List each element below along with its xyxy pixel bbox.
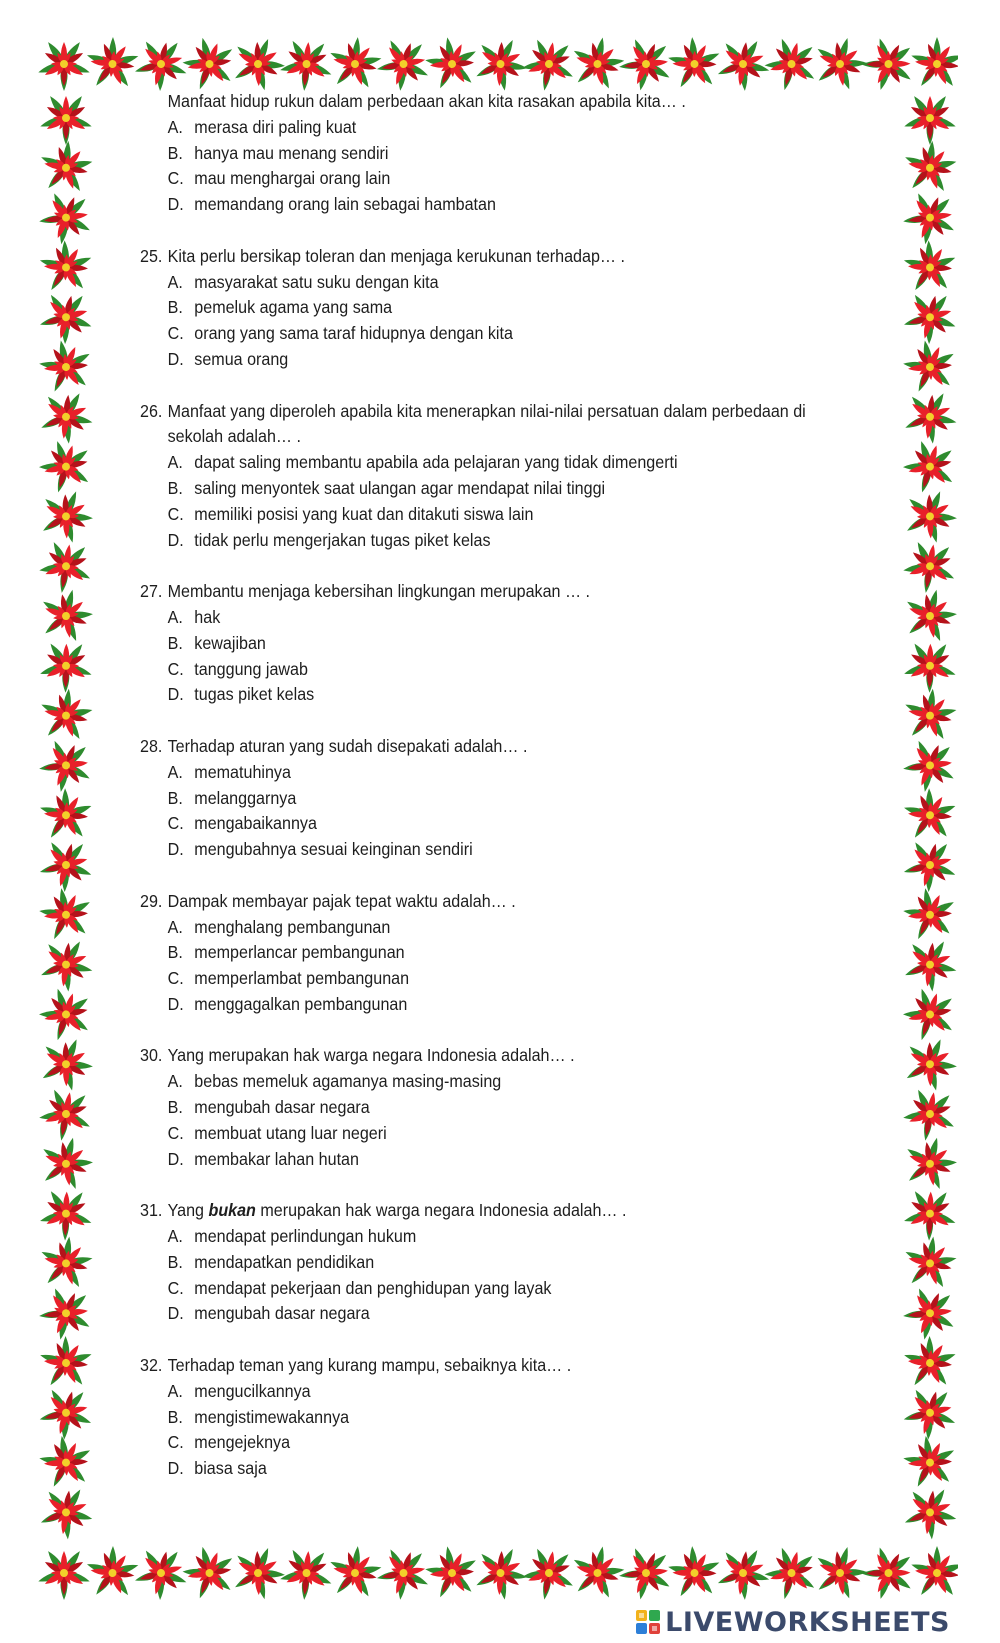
poinsettia-border-bottom bbox=[38, 1545, 958, 1601]
question-text: Kita perlu bersikap toleran dan menjaga kerukunan terhadap… . bbox=[167, 245, 625, 266]
poinsettia-flower-icon bbox=[221, 36, 293, 92]
option-text: orang yang sama taraf hidupnya dengan kita bbox=[194, 323, 513, 344]
question-25 bbox=[140, 244, 830, 373]
option-text: membuat utang luar negeri bbox=[194, 1122, 387, 1143]
poinsettia-flower-icon bbox=[75, 36, 148, 92]
poinsettia-flower-icon bbox=[902, 1086, 958, 1145]
question-intro bbox=[140, 89, 830, 218]
poinsettia-flower-icon bbox=[902, 780, 958, 852]
answer-option[interactable] bbox=[140, 1276, 830, 1302]
answer-option[interactable] bbox=[140, 1379, 830, 1405]
option-text: mengubah dasar negara bbox=[194, 1303, 370, 1324]
option-text: merasa diri paling kuat bbox=[194, 116, 357, 137]
option-text: memiliki posisi yang kuat dan ditakuti siswa lain bbox=[194, 503, 534, 524]
answer-option[interactable] bbox=[140, 605, 830, 631]
option-letter: B. bbox=[167, 632, 183, 653]
option-letter: B. bbox=[167, 1406, 183, 1427]
poinsettia-flower-icon bbox=[902, 882, 958, 951]
option-text: hak bbox=[194, 606, 221, 627]
option-letter: A. bbox=[167, 1071, 183, 1092]
question-text: Dampak membayar pajak tepat waktu adalah… . bbox=[167, 890, 516, 911]
option-text: memperlancar pembangunan bbox=[194, 942, 405, 963]
poinsettia-flower-icon bbox=[518, 36, 580, 92]
question-30 bbox=[140, 1043, 830, 1172]
answer-option[interactable] bbox=[140, 528, 830, 554]
question-32 bbox=[140, 1353, 830, 1482]
poinsettia-flower-icon bbox=[861, 37, 913, 91]
poinsettia-flower-icon bbox=[38, 1128, 94, 1202]
answer-option[interactable] bbox=[140, 192, 830, 218]
poinsettia-flower-icon bbox=[38, 188, 93, 248]
poinsettia-flower-icon bbox=[372, 1545, 432, 1601]
brand-name: LIVEWORKSHEETS bbox=[665, 1606, 950, 1638]
poinsettia-flower-icon bbox=[38, 580, 94, 654]
poinsettia-flower-icon bbox=[38, 931, 94, 1000]
answer-option[interactable] bbox=[140, 657, 830, 683]
poinsettia-flower-icon bbox=[902, 580, 958, 654]
option-letter: B. bbox=[167, 297, 183, 318]
option-text: membakar lahan hutan bbox=[194, 1148, 359, 1169]
poinsettia-flower-icon bbox=[38, 736, 93, 795]
poinsettia-flower-icon bbox=[902, 736, 957, 795]
answer-option[interactable] bbox=[140, 141, 830, 167]
poinsettia-flower-icon bbox=[128, 36, 192, 92]
poinsettia-flower-icon bbox=[902, 931, 958, 1000]
poinsettia-flower-icon bbox=[38, 481, 94, 553]
option-text: mendapat perlindungan hukum bbox=[194, 1226, 417, 1247]
question-number: 29. bbox=[140, 890, 163, 911]
poinsettia-border-left bbox=[38, 92, 94, 1545]
option-text: menghalang pembangunan bbox=[194, 916, 391, 937]
option-text: dapat saling membantu apabila ada pelajaran yang tidak dimengerti bbox=[194, 452, 678, 473]
option-text: saling menyontek saat ulangan agar mendapat nilai tinggi bbox=[194, 477, 606, 498]
question-number: 28. bbox=[140, 735, 163, 756]
answer-option[interactable] bbox=[140, 682, 830, 708]
poinsettia-flower-icon bbox=[903, 641, 957, 693]
poinsettia-flower-icon bbox=[416, 1545, 486, 1601]
option-text: mengejeknya bbox=[194, 1432, 291, 1453]
poinsettia-flower-icon bbox=[902, 833, 958, 898]
poinsettia-flower-icon bbox=[902, 233, 958, 305]
option-letter: B. bbox=[167, 142, 183, 163]
option-letter: B. bbox=[167, 942, 183, 963]
answer-option[interactable] bbox=[140, 631, 830, 657]
poinsettia-column-right bbox=[902, 92, 958, 1545]
question-head bbox=[140, 579, 830, 605]
question-head bbox=[140, 1043, 830, 1069]
poinsettia-flower-icon bbox=[902, 1189, 957, 1242]
answer-option[interactable] bbox=[140, 837, 830, 863]
option-text: tugas piket kelas bbox=[194, 684, 315, 705]
option-text: mengubahnya sesuai keinginan sendiri bbox=[194, 839, 473, 860]
poinsettia-flower-icon bbox=[416, 36, 486, 92]
poinsettia-flower-icon bbox=[277, 1547, 335, 1601]
question-number bbox=[140, 89, 168, 115]
poinsettia-row-top bbox=[38, 36, 958, 92]
poinsettia-flower-icon bbox=[38, 1381, 94, 1445]
option-letter: C. bbox=[167, 658, 184, 679]
answer-option[interactable] bbox=[140, 940, 830, 966]
poinsettia-border-right bbox=[902, 92, 958, 1545]
worksheet-content bbox=[140, 89, 830, 1508]
poinsettia-flower-icon bbox=[658, 36, 730, 92]
question-26 bbox=[140, 399, 830, 554]
poinsettia-flower-icon bbox=[38, 1189, 93, 1242]
poinsettia-flower-icon bbox=[38, 1029, 94, 1101]
poinsettia-flower-icon bbox=[902, 285, 958, 350]
option-text: mengistimewakannya bbox=[194, 1406, 350, 1427]
poinsettia-flower-icon bbox=[38, 833, 94, 898]
question-text: Membantu menjaga kebersihan lingkungan merupakan … . bbox=[167, 581, 591, 602]
answer-option[interactable] bbox=[140, 1121, 830, 1147]
option-letter: A. bbox=[167, 1226, 183, 1247]
poinsettia-flower-icon bbox=[38, 1284, 93, 1343]
poinsettia-flower-icon bbox=[38, 983, 94, 1048]
question-head bbox=[140, 1353, 830, 1379]
option-text: melanggarnya bbox=[194, 787, 297, 808]
option-letter: A. bbox=[167, 271, 183, 292]
option-text: biasa saja bbox=[194, 1458, 267, 1479]
option-letter: C. bbox=[167, 323, 184, 344]
option-letter: C. bbox=[167, 1277, 184, 1298]
question-emphasis: bukan bbox=[208, 1200, 256, 1221]
answer-option[interactable] bbox=[140, 347, 830, 373]
poinsettia-flower-icon bbox=[759, 1545, 824, 1601]
question-31 bbox=[140, 1198, 830, 1327]
option-text: mendapat pekerjaan dan penghidupan yang layak bbox=[194, 1277, 552, 1298]
poinsettia-flower-icon bbox=[902, 481, 958, 553]
poinsettia-flower-icon bbox=[175, 36, 243, 92]
poinsettia-flower-icon bbox=[175, 1545, 243, 1601]
poinsettia-flower-icon bbox=[464, 1545, 534, 1601]
liveworksheets-logo-icon bbox=[635, 1609, 661, 1635]
poinsettia-flower-icon bbox=[277, 38, 335, 92]
answer-option[interactable] bbox=[140, 1405, 830, 1431]
option-letter: A. bbox=[167, 606, 183, 627]
option-text: memandang orang lain sebagai hambatan bbox=[194, 194, 496, 215]
answer-option[interactable] bbox=[140, 1456, 830, 1482]
question-text-after: merupakan hak warga negara Indonesia adalah… . bbox=[255, 1200, 627, 1221]
poinsettia-flower-icon bbox=[38, 40, 91, 91]
question-head bbox=[140, 89, 830, 115]
option-letter: A. bbox=[167, 1380, 183, 1401]
poinsettia-flower-icon bbox=[464, 36, 534, 92]
question-number: 25. bbox=[140, 245, 163, 266]
answer-option[interactable] bbox=[140, 502, 830, 528]
option-text: hanya mau menang sendiri bbox=[194, 142, 389, 163]
poinsettia-flower-icon bbox=[38, 334, 94, 403]
question-head bbox=[140, 244, 830, 270]
answer-option[interactable] bbox=[140, 1224, 830, 1250]
poinsettia-flower-icon bbox=[128, 1545, 192, 1601]
answer-option[interactable] bbox=[140, 1430, 830, 1456]
poinsettia-flower-icon bbox=[902, 983, 958, 1048]
answer-option[interactable] bbox=[140, 992, 830, 1018]
option-letter: D. bbox=[167, 839, 184, 860]
question-head bbox=[140, 734, 830, 760]
question-28 bbox=[140, 734, 830, 863]
option-letter: D. bbox=[167, 348, 184, 369]
option-letter: A. bbox=[167, 116, 183, 137]
poinsettia-flower-icon bbox=[75, 1545, 148, 1601]
option-letter: B. bbox=[167, 477, 183, 498]
option-letter: B. bbox=[167, 1251, 183, 1272]
question-29 bbox=[140, 889, 830, 1018]
option-text: menggagalkan pembangunan bbox=[194, 993, 408, 1014]
poinsettia-flower-icon bbox=[902, 188, 957, 248]
poinsettia-flower-icon bbox=[658, 1545, 730, 1601]
question-text: Manfaat hidup rukun dalam perbedaan akan kita rasakan apabila kita… . bbox=[167, 91, 686, 111]
poinsettia-flower-icon bbox=[861, 1546, 913, 1600]
poinsettia-flower-icon bbox=[38, 285, 94, 350]
poinsettia-flower-icon bbox=[902, 383, 958, 453]
question-head bbox=[140, 1198, 830, 1224]
option-text: memperlambat pembangunan bbox=[194, 968, 410, 989]
option-text: bebas memeluk agamanya masing-masing bbox=[194, 1071, 502, 1092]
question-text: Terhadap teman yang kurang mampu, sebaiknya kita… . bbox=[167, 1355, 572, 1376]
poinsettia-column-left bbox=[38, 92, 94, 1545]
answer-option[interactable] bbox=[140, 450, 830, 476]
poinsettia-flower-icon bbox=[616, 1545, 672, 1601]
poinsettia-flower-icon bbox=[903, 94, 957, 145]
poinsettia-flower-icon bbox=[902, 1429, 958, 1499]
answer-option[interactable] bbox=[140, 295, 830, 321]
question-text: Yang merupakan hak warga negara Indonesia adalah… . bbox=[167, 1045, 575, 1066]
option-letter: D. bbox=[167, 993, 184, 1014]
option-letter: C. bbox=[167, 1432, 184, 1453]
poinsettia-flower-icon bbox=[902, 436, 958, 500]
question-text bbox=[168, 1198, 830, 1224]
question-number: 30. bbox=[140, 1045, 163, 1066]
poinsettia-flower-icon bbox=[708, 1545, 775, 1601]
poinsettia-flower-icon bbox=[560, 36, 634, 92]
question-text-before: Yang bbox=[167, 1200, 209, 1221]
poinsettia-flower-icon bbox=[759, 36, 824, 92]
question-head bbox=[140, 889, 830, 915]
answer-option[interactable] bbox=[140, 1301, 830, 1327]
answer-option[interactable] bbox=[140, 786, 830, 812]
question-number: 27. bbox=[140, 581, 163, 602]
option-text: tanggung jawab bbox=[194, 658, 308, 679]
answer-option[interactable] bbox=[140, 166, 830, 192]
option-text: mau menghargai orang lain bbox=[194, 168, 391, 189]
option-text: tidak perlu mengerjakan tugas piket kelas bbox=[194, 529, 491, 550]
poinsettia-flower-icon bbox=[38, 233, 94, 305]
poinsettia-flower-icon bbox=[221, 1545, 293, 1601]
poinsettia-flower-icon bbox=[902, 1029, 958, 1101]
option-letter: A. bbox=[167, 452, 183, 473]
option-letter: D. bbox=[167, 194, 184, 215]
poinsettia-flower-icon bbox=[902, 1328, 958, 1400]
question-number: 32. bbox=[140, 1355, 163, 1376]
liveworksheets-brand[interactable] bbox=[635, 1607, 950, 1637]
question-27 bbox=[140, 579, 830, 708]
poinsettia-border-top bbox=[38, 36, 958, 92]
option-letter: C. bbox=[167, 1122, 184, 1143]
option-text: mengubah dasar negara bbox=[194, 1097, 370, 1118]
answer-option[interactable] bbox=[140, 1069, 830, 1095]
poinsettia-flower-icon bbox=[38, 882, 94, 951]
poinsettia-flower-icon bbox=[38, 1328, 94, 1400]
option-text: pemeluk agama yang sama bbox=[194, 297, 393, 318]
question-number: 26. bbox=[140, 400, 163, 421]
poinsettia-flower-icon bbox=[38, 1429, 94, 1499]
option-text: mendapatkan pendidikan bbox=[194, 1251, 375, 1272]
poinsettia-flower-icon bbox=[38, 436, 94, 500]
poinsettia-flower-icon bbox=[902, 1479, 958, 1545]
option-text: mengucilkannya bbox=[194, 1380, 311, 1401]
poinsettia-flower-icon bbox=[708, 36, 775, 92]
poinsettia-flower-icon bbox=[518, 1545, 580, 1601]
option-text: mematuhinya bbox=[194, 761, 291, 782]
option-letter: D. bbox=[167, 684, 184, 705]
answer-option[interactable] bbox=[140, 476, 830, 502]
answer-option[interactable] bbox=[140, 1147, 830, 1173]
poinsettia-flower-icon bbox=[372, 36, 432, 92]
poinsettia-flower-icon bbox=[38, 1549, 91, 1600]
poinsettia-row-bottom bbox=[38, 1545, 958, 1601]
option-text: semua orang bbox=[194, 348, 289, 369]
option-letter: B. bbox=[167, 787, 183, 808]
answer-option[interactable] bbox=[140, 915, 830, 941]
poinsettia-flower-icon bbox=[38, 1228, 94, 1302]
option-letter: D. bbox=[167, 1303, 184, 1324]
answer-option[interactable] bbox=[140, 1095, 830, 1121]
option-letter: D. bbox=[167, 1458, 184, 1479]
poinsettia-flower-icon bbox=[560, 1545, 634, 1601]
option-letter: D. bbox=[167, 529, 184, 550]
question-head bbox=[140, 399, 830, 451]
poinsettia-flower-icon bbox=[38, 780, 94, 852]
option-letter: C. bbox=[167, 503, 184, 524]
poinsettia-flower-icon bbox=[902, 1228, 958, 1302]
option-letter: A. bbox=[167, 916, 183, 937]
poinsettia-flower-icon bbox=[902, 334, 958, 403]
answer-option[interactable] bbox=[140, 760, 830, 786]
answer-option[interactable] bbox=[140, 115, 830, 141]
question-text: Terhadap aturan yang sudah disepakati adalah… . bbox=[167, 735, 528, 756]
poinsettia-flower-icon bbox=[902, 1128, 958, 1202]
poinsettia-flower-icon bbox=[39, 641, 93, 693]
poinsettia-flower-icon bbox=[38, 383, 94, 453]
poinsettia-flower-icon bbox=[38, 538, 94, 597]
question-number: 31. bbox=[140, 1200, 163, 1221]
option-letter: C. bbox=[167, 168, 184, 189]
poinsettia-flower-icon bbox=[317, 36, 391, 92]
poinsettia-flower-icon bbox=[902, 538, 958, 597]
option-text: kewajiban bbox=[194, 632, 266, 653]
poinsettia-flower-icon bbox=[317, 1545, 391, 1601]
answer-option[interactable] bbox=[140, 321, 830, 347]
option-letter: B. bbox=[167, 1097, 183, 1118]
poinsettia-flower-icon bbox=[902, 1284, 957, 1343]
poinsettia-flower-icon bbox=[616, 36, 672, 92]
option-letter: D. bbox=[167, 1148, 184, 1169]
option-text: mengabaikannya bbox=[194, 813, 317, 834]
answer-option[interactable] bbox=[140, 270, 830, 296]
poinsettia-flower-icon bbox=[38, 1479, 94, 1545]
option-letter: A. bbox=[167, 761, 183, 782]
poinsettia-flower-icon bbox=[38, 1086, 94, 1145]
question-text: Manfaat yang diperoleh apabila kita menerapkan nilai-nilai persatuan dalam perbedaan di sekolah adalah… . bbox=[167, 400, 806, 447]
answer-option[interactable] bbox=[140, 966, 830, 992]
answer-option[interactable] bbox=[140, 811, 830, 837]
option-letter: C. bbox=[167, 968, 184, 989]
option-text: masyarakat satu suku dengan kita bbox=[194, 271, 439, 292]
option-letter: C. bbox=[167, 813, 184, 834]
answer-option[interactable] bbox=[140, 1250, 830, 1276]
poinsettia-flower-icon bbox=[902, 1381, 958, 1445]
poinsettia-flower-icon bbox=[39, 94, 93, 145]
